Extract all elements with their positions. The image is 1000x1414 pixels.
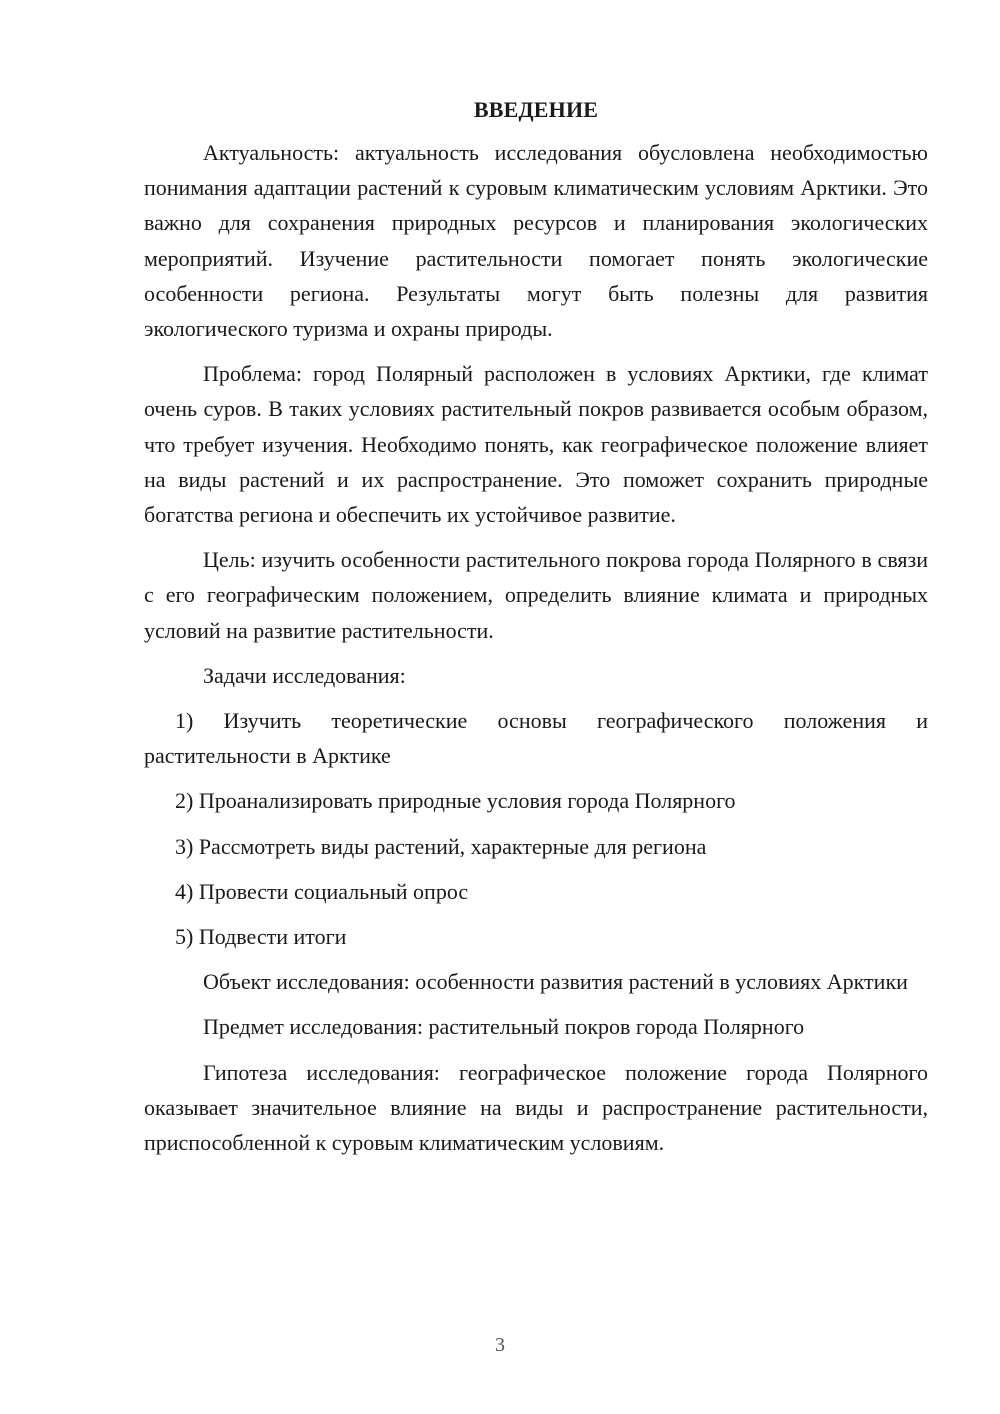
task-item-1: 1) Изучить теоретические основы географического положения и растительности в Арктике bbox=[144, 708, 928, 769]
paragraph-subject: Предмет исследования: растительный покров города Полярного bbox=[203, 1014, 805, 1040]
task-item-2: 2) Проанализировать природные условия города Полярного bbox=[175, 788, 736, 814]
section-title: ВВЕДЕНИЕ bbox=[473, 97, 599, 122]
document-page bbox=[144, 92, 928, 1160]
page-number: 3 bbox=[495, 1334, 505, 1356]
task-item-4: 4) Провести социальный опрос bbox=[175, 878, 469, 904]
paragraph-problem: Проблема: город Полярный расположен в условиях Арктики, где климат очень суров. В таких условиях растительный покров развивается особым образом, что требует изучения. Необходимо понять, как географическое положение влияет на виды растений и их распространение. Это поможет сохранить природные богатства региона и обеспечить их устойчивое развитие. bbox=[144, 361, 928, 528]
task-item-3: 3) Рассмотреть виды растений, характерные для региона bbox=[175, 833, 707, 859]
paragraph-object: Объект исследования: особенности развития растений в условиях Арктики bbox=[203, 969, 908, 995]
paragraph-relevance: Актуальность: актуальность исследования обусловлена необходимостью понимания адаптации растений к суровым климатическим условиям Арктики. Это важно для сохранения природных ресурсов и планирования экологических мероприятий. Изучение растительности помогает понять экологические особенности региона. Результаты могут быть полезны для развития экологического туризма и охраны природы. bbox=[144, 140, 928, 342]
paragraph-goal: Цель: изучить особенности растительного покрова города Полярного в связи с его географическим положением, определить влияние климата и природных условий на развитие растительности. bbox=[144, 547, 928, 643]
paragraph-hypothesis: Гипотеза исследования: географическое положение города Полярного оказывает значительное влияние на виды и распространение растительности, приспособленной к суровым климатическим условиям. bbox=[144, 1059, 928, 1156]
tasks-heading: Задачи исследования: bbox=[203, 662, 406, 688]
task-item-5: 5) Подвести итоги bbox=[175, 924, 347, 950]
